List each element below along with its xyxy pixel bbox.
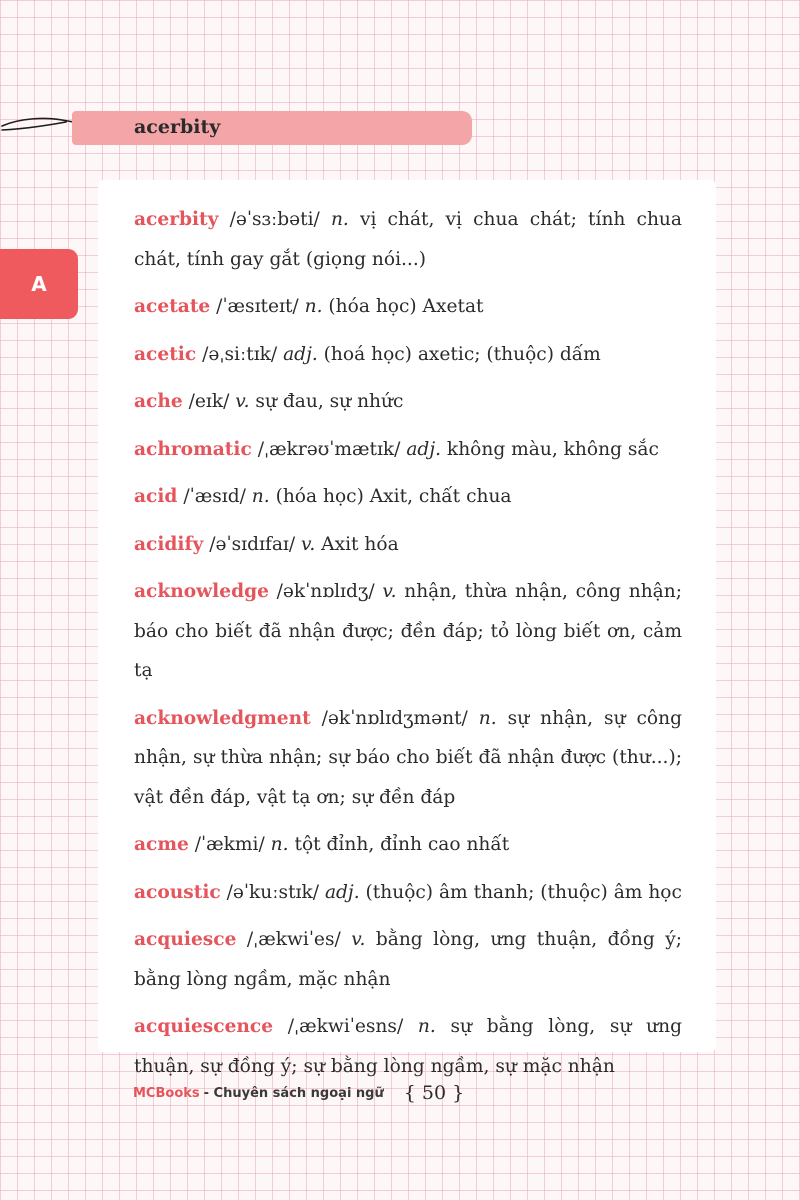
entry-word: acetate	[134, 296, 211, 317]
entry-word: acerbity	[134, 209, 219, 230]
footer-tagline: - Chuyên sách ngoại ngữ	[203, 1085, 384, 1101]
dictionary-entry	[134, 430, 682, 470]
entry-part-of-speech: n.	[304, 296, 323, 317]
dictionary-entry	[134, 477, 682, 517]
entry-pronunciation: /ˈæsɪd/	[177, 486, 252, 507]
entry-definition: không màu, không sắc	[441, 438, 659, 460]
footer-brand: MCBooks	[133, 1085, 200, 1101]
entry-pronunciation: /ˌækwiˈesns/	[273, 1016, 418, 1037]
entry-pronunciation: /əˈkuːstɪk/	[220, 881, 325, 903]
entry-part-of-speech: n.	[270, 834, 289, 855]
entry-word: acquiesce	[134, 929, 237, 950]
entry-pronunciation: /əkˈnɒlɪdʒ/	[268, 581, 383, 602]
entry-part-of-speech: v.	[301, 533, 316, 555]
entry-pronunciation: /ˌækwiˈes/	[236, 929, 352, 950]
entry-word: acetic	[134, 343, 197, 365]
entry-part-of-speech: n.	[330, 209, 349, 230]
entry-part-of-speech: v.	[351, 929, 366, 950]
entry-definition: bằng lòng, ưng thuận, đồng ý; bằng lòng ngầm, mặc nhận	[134, 929, 682, 990]
entry-word: achromatic	[134, 438, 252, 460]
header-highlight-band	[72, 111, 472, 145]
dictionary-entries	[134, 200, 682, 1094]
entry-pronunciation: /eɪk/	[182, 391, 236, 412]
entry-word: acknowledgment	[134, 707, 311, 729]
dictionary-entry	[134, 525, 682, 565]
entry-definition: (hóa học) Axit, chất chua	[269, 486, 512, 507]
dictionary-entry	[134, 335, 682, 375]
entry-word: ache	[134, 391, 183, 412]
page-footer	[133, 1080, 464, 1106]
dictionary-entry	[134, 699, 682, 818]
header-title: acerbity	[134, 116, 221, 138]
entry-definition: nhận, thừa nhận, công nhận; báo cho biết đã nhận được; đền đáp; tỏ lòng biết ơn, cảm tạ	[134, 581, 682, 681]
entry-word: acoustic	[134, 881, 221, 903]
entry-definition: vị chát, vị chua chát; tính chua chát, tính gay gắt (giọng nói...)	[134, 209, 682, 270]
dictionary-entry	[134, 200, 682, 279]
entry-part-of-speech: adj.	[406, 438, 442, 460]
entry-word: acidify	[134, 533, 204, 555]
entry-pronunciation: /əˈsɜːbəti/	[218, 209, 331, 230]
dictionary-entry	[134, 873, 682, 913]
entry-definition: sự nhận, sự công nhận, sự thừa nhận; sự báo cho biết đã nhận được (thư...); vật đền đáp, vật tạ ơn; sự đền đáp	[134, 707, 682, 808]
page-number: { 50 }	[403, 1082, 465, 1104]
entry-definition: sự bằng lòng, sự ưng thuận, sự đồng ý; sự bằng lòng ngầm, sự mặc nhận	[134, 1016, 682, 1077]
entry-word: acknowledge	[134, 581, 269, 602]
entry-definition: Axit hóa	[315, 533, 399, 555]
dictionary-entry	[134, 572, 682, 691]
entry-part-of-speech: v.	[235, 391, 250, 412]
entry-definition: (thuộc) âm thanh; (thuộc) âm học	[359, 881, 682, 903]
entry-pronunciation: /ˈækmi/	[188, 834, 271, 855]
entry-part-of-speech: v.	[382, 581, 397, 602]
entry-pronunciation: /əˈsɪdɪfaɪ/	[203, 533, 302, 555]
entry-part-of-speech: n.	[417, 1016, 436, 1037]
letter-tab-label: A	[31, 272, 47, 296]
letter-tab	[0, 249, 78, 319]
entry-part-of-speech: n.	[478, 707, 497, 729]
entry-part-of-speech: adj.	[324, 881, 360, 903]
entry-definition: sự đau, sự nhức	[249, 391, 404, 412]
entry-word: acquiescence	[134, 1016, 274, 1037]
dictionary-entry	[134, 920, 682, 999]
dictionary-entry	[134, 825, 682, 865]
entry-word: acme	[134, 834, 189, 855]
entry-word: acid	[134, 486, 178, 507]
entry-part-of-speech: adj.	[283, 343, 318, 365]
entry-pronunciation: /ˈæsɪteɪt/	[210, 296, 305, 317]
dictionary-entry	[134, 382, 682, 422]
entry-definition: (hóa học) Axetat	[322, 296, 484, 317]
dictionary-entry	[134, 287, 682, 327]
entry-part-of-speech: n.	[251, 486, 270, 507]
entry-pronunciation: /əkˈnɒlɪdʒmənt/	[310, 707, 479, 729]
entry-definition: (hoá học) axetic; (thuộc) dấm	[317, 343, 601, 365]
entry-definition: tột đỉnh, đỉnh cao nhất	[288, 834, 510, 855]
dictionary-entry	[134, 1007, 682, 1086]
entry-pronunciation: /əˌsiːtɪk/	[196, 343, 284, 365]
entry-pronunciation: /ˌækrəʊˈmætɪk/	[251, 438, 407, 460]
